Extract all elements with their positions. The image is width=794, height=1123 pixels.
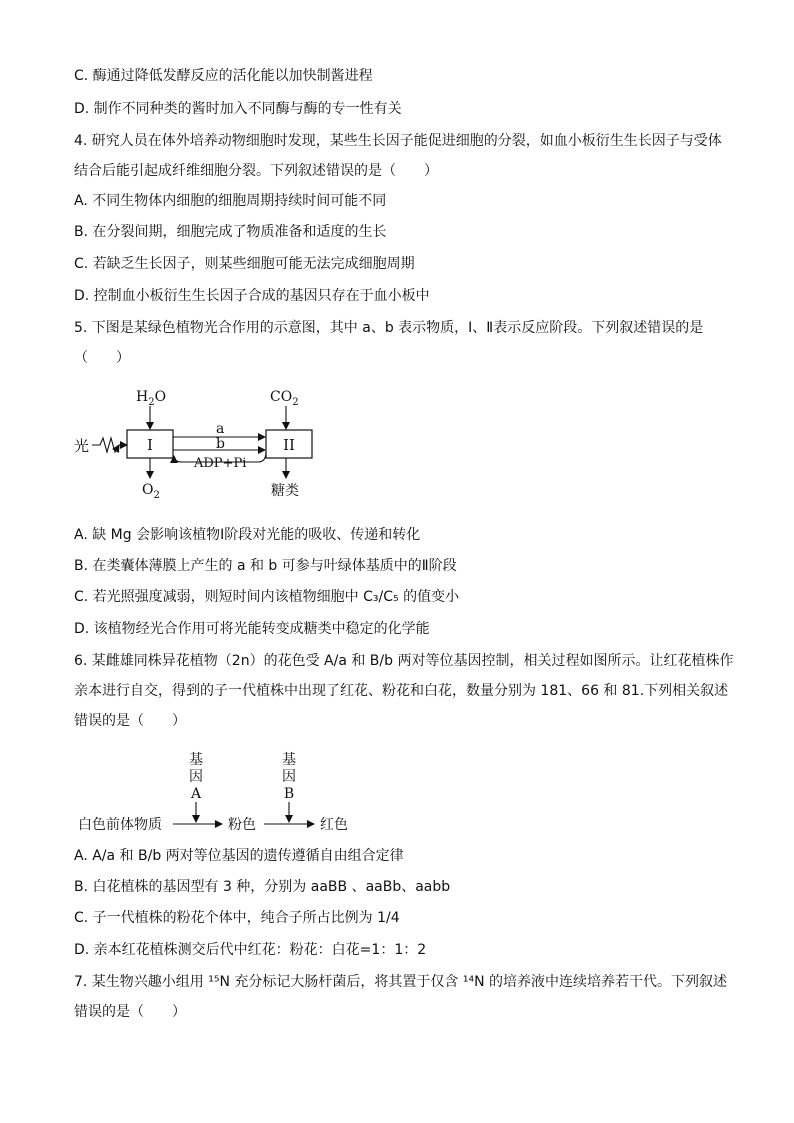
q5-option-d: D. 该植物经光合作用可将光能转变成糖类中稳定的化学能 xyxy=(74,621,430,637)
q4-option-b: B. 在分裂间期，细胞完成了物质准备和适度的生长 xyxy=(74,224,387,240)
q6-option-a: A. A/a 和 B/b 两对等位基因的遗传遵循自由组合定律 xyxy=(74,848,404,864)
h2o-label: $H_2O$ xyxy=(136,389,167,408)
q5-option-b: B. 在类囊体薄膜上产生的 a 和 b 可参与叶绿体基质中的Ⅱ阶段 xyxy=(74,558,457,574)
q5-option-a: A. 缺 Mg 会影响该植物Ⅰ阶段对光能的吸收、传递和转化 xyxy=(74,527,421,543)
gene-a-char1: 基 xyxy=(189,752,203,768)
flower-color-pathway-diagram xyxy=(70,748,370,840)
q3-option-d: D. 制作不同种类的酱时加入不同酶与酶的专一性有关 xyxy=(74,101,402,117)
pink-label: 粉色 xyxy=(228,817,256,833)
q5-stem-line1: 5. 下图是某绿色植物光合作用的示意图，其中 a、b 表示物质，Ⅰ、Ⅱ表示反应阶段。下列叙述错误的是 xyxy=(74,320,704,336)
photosynthesis-diagram xyxy=(70,382,350,504)
q4-option-c: C. 若缺乏生长因子，则某些细胞可能无法完成细胞周期 xyxy=(74,256,415,272)
q5-stem-line2: （ ） xyxy=(74,350,130,366)
sugar-label: 糖类 xyxy=(271,483,299,499)
o2-label: $O_2$ xyxy=(142,482,160,501)
q6-option-c: C. 子一代植株的粉花个体中，纯合子所占比例为 1/4 xyxy=(74,910,400,926)
substance-a-label: a xyxy=(216,421,225,437)
stage-1-label: I xyxy=(147,436,153,454)
q4-stem-line1: 4. 研究人员在体外培养动物细胞时发现，某些生长因子能促进细胞的分裂，如血小板衍生生长因子与受体 xyxy=(74,133,722,149)
gene-a-char2: 因 xyxy=(189,769,203,785)
gene-b-char2: 因 xyxy=(282,769,296,785)
light-wave xyxy=(92,438,119,452)
q6-stem-line1: 6. 某雌雄同株异花植物（2n）的花色受 A/a 和 B/b 两对等位基因控制，相关过程如图所示。让红花植株作 xyxy=(74,653,734,669)
gene-a-letter: A xyxy=(190,786,202,802)
q4-option-a: A. 不同生物体内细胞的细胞周期持续时间可能不同 xyxy=(74,193,387,209)
q5-option-c: C. 若光照强度减弱，则短时间内该植物细胞中 C₃/C₅ 的值变小 xyxy=(74,589,460,605)
q3-option-c: C. 酶通过降低发酵反应的活化能以加快制酱进程 xyxy=(74,68,373,84)
gene-b-char1: 基 xyxy=(282,752,296,768)
white-precursor-label: 白色前体物质 xyxy=(78,817,162,833)
stage-2-label: II xyxy=(283,436,295,454)
q4-stem-line2: 结合后能引起成纤维细胞分裂。下列叙述错误的是（ ） xyxy=(74,163,438,179)
substance-b-label: b xyxy=(216,436,225,452)
q6-stem-line2: 亲本进行自交，得到的子一代植株中出现了红花、粉花和白花，数量分别为 181、66 和 81.下列相关叙述 xyxy=(74,683,729,699)
co2-label: $CO_2$ xyxy=(270,389,299,408)
q6-option-d: D. 亲本红花植株测交后代中红花：粉花：白花=1：1：2 xyxy=(74,942,427,958)
light-label: 光 xyxy=(74,437,90,455)
q6-stem-line3: 错误的是（ ） xyxy=(74,713,186,729)
q7-stem-line2: 错误的是（ ） xyxy=(74,1004,186,1020)
red-label: 红色 xyxy=(320,817,348,833)
q6-option-b: B. 白花植株的基因型有 3 种，分别为 aaBB 、aaBb、aabb xyxy=(74,879,451,895)
adp-pi-label: ADP+Pi xyxy=(194,456,247,471)
gene-b-letter: B xyxy=(283,786,295,802)
q7-stem-line1: 7. 某生物兴趣小组用 ¹⁵N 充分标记大肠杆菌后，将其置于仅含 ¹⁴N 的培养液中连续培养若干代。下列叙述 xyxy=(74,974,728,990)
q4-option-d: D. 控制血小板衍生生长因子合成的基因只存在于血小板中 xyxy=(74,288,430,304)
